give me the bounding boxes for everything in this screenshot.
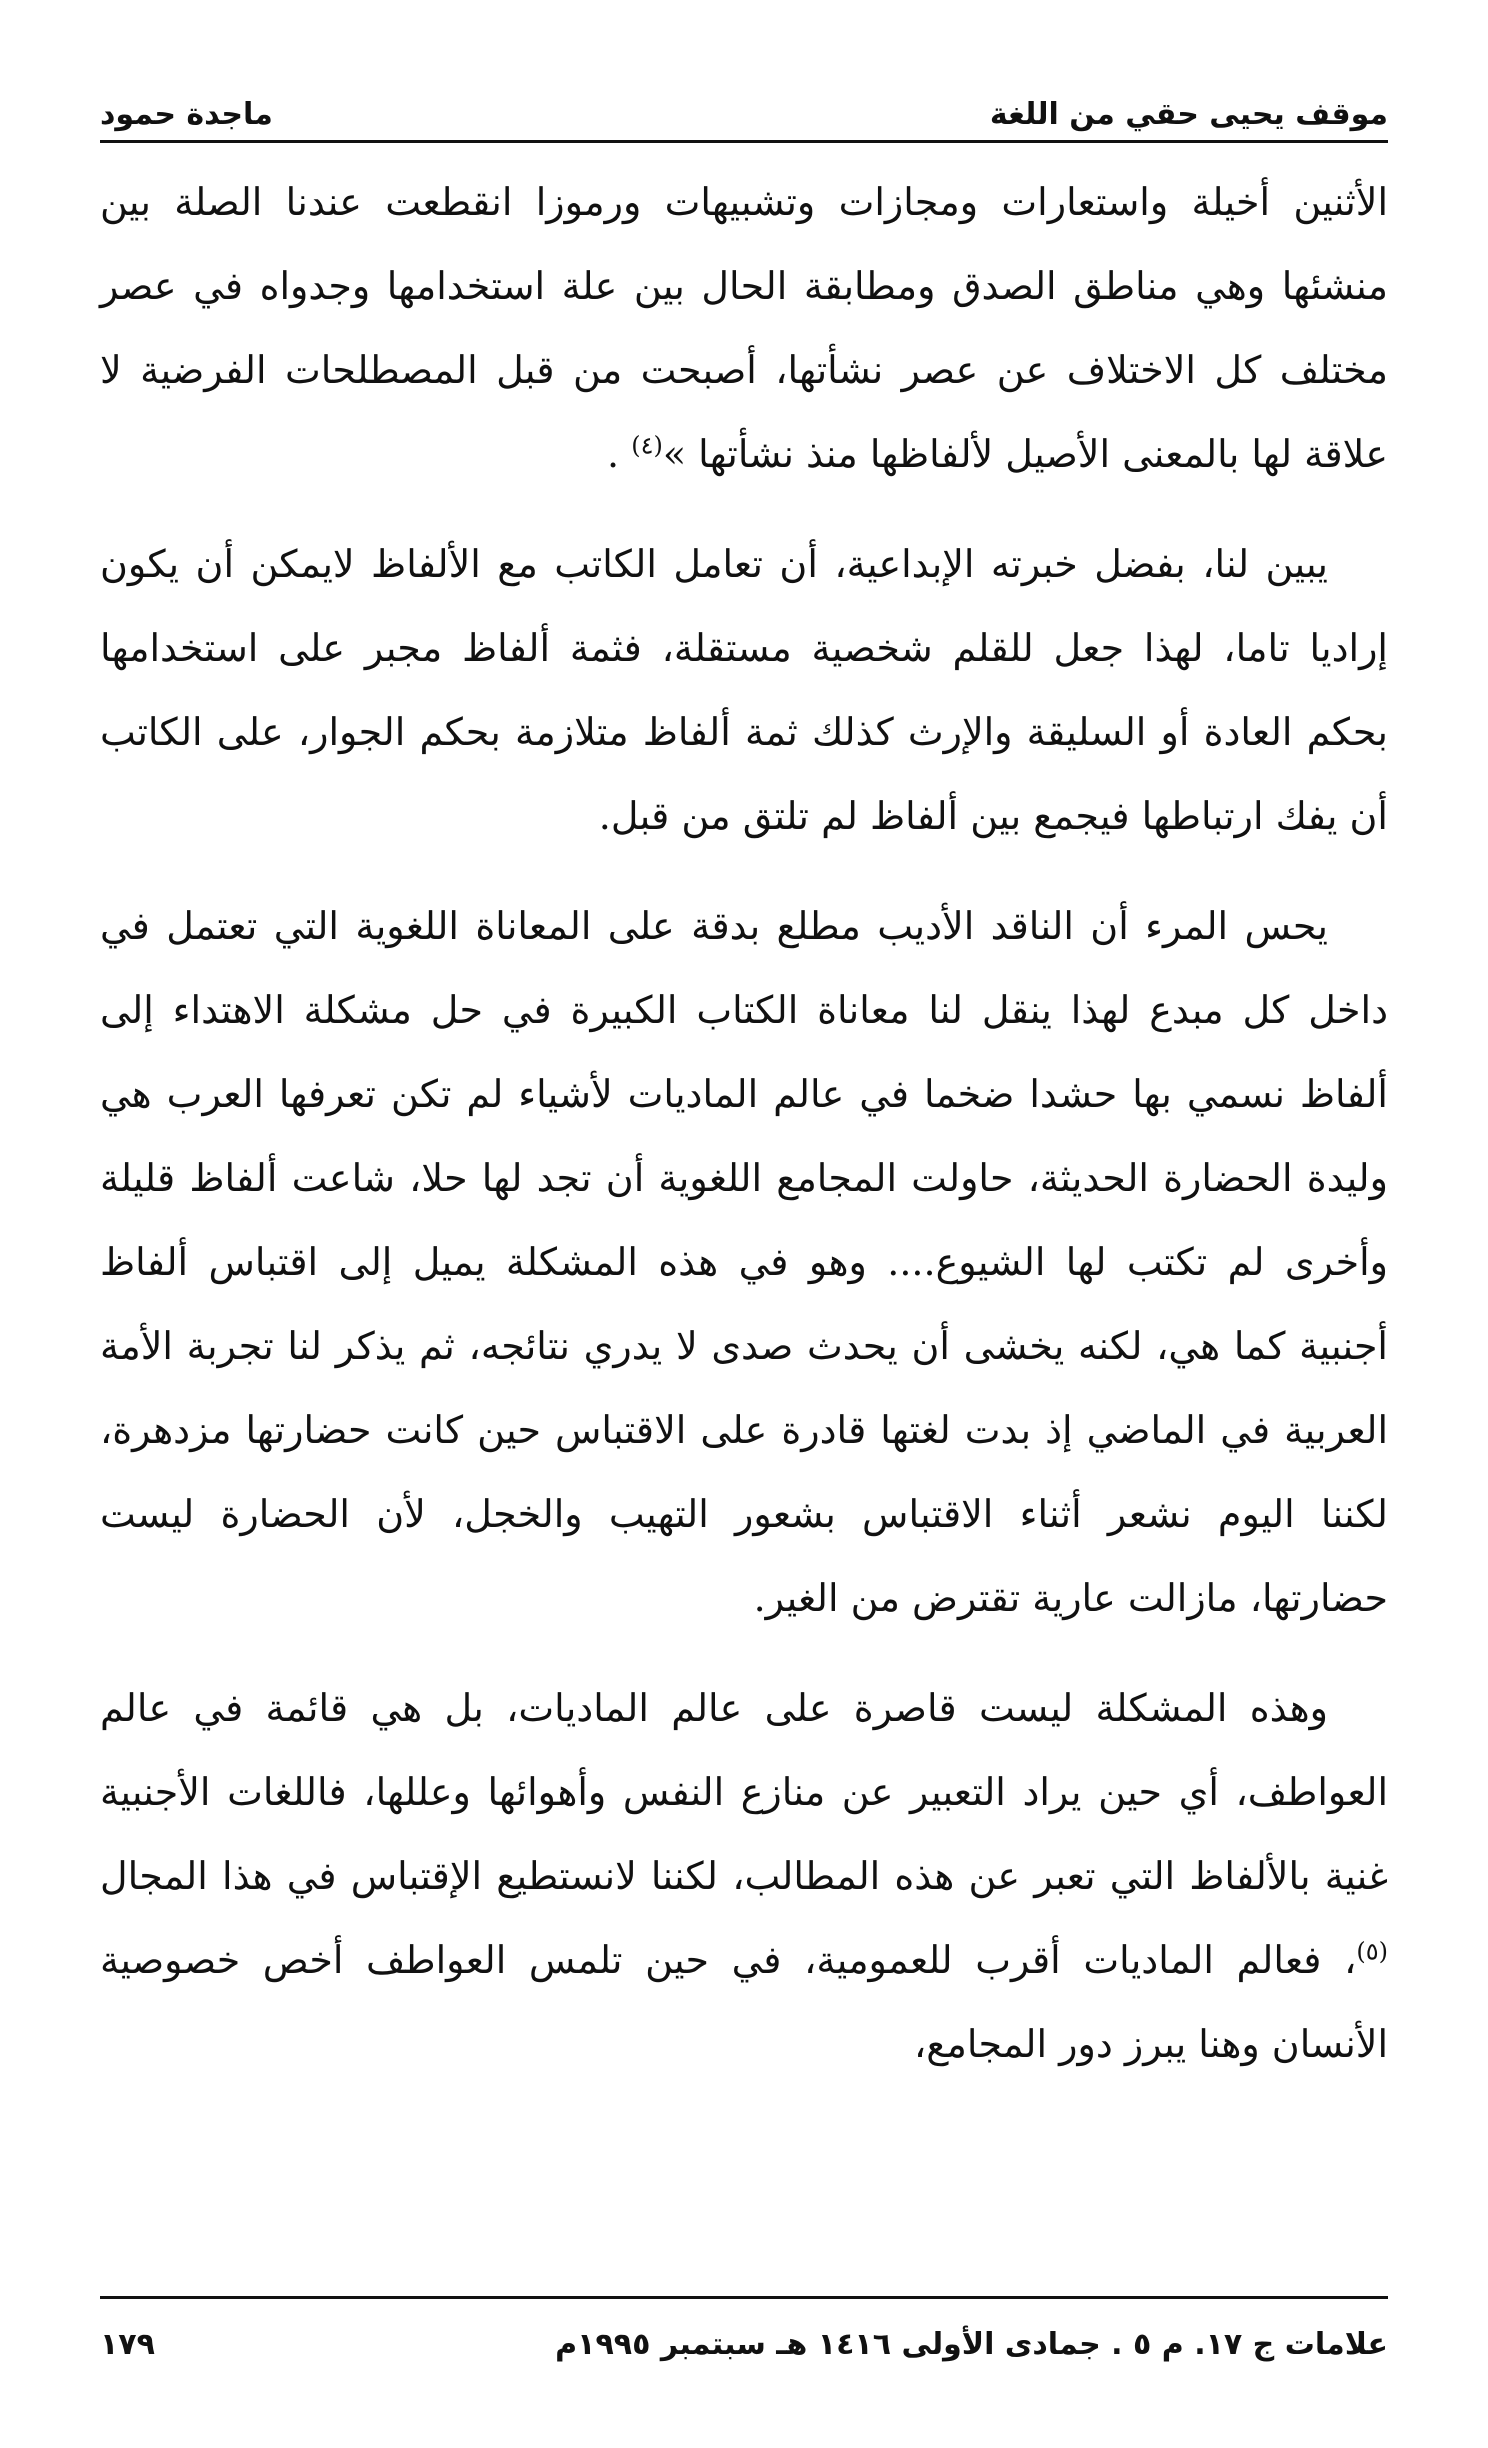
footnote-ref-4: (٤) (631, 431, 663, 460)
paragraph-4-text: وهذه المشكلة ليست قاصرة على عالم الماديات، بل هي قائمة في عالم العواطف، أي حين يراد التعبير عن منازع النفس وأهوائها وعللها، فاللغات الأجنبية غنية بالألفاظ التي تعبر عن هذه المطالب، لكننا لانستطيع الإقتباس في هذا المجال (100, 1686, 1388, 1898)
paragraph-3 (100, 884, 1388, 1640)
paragraph-3-text: يحس المرء أن الناقد الأديب مطلع بدقة على المعاناة اللغوية التي تعتمل في داخل كل مبدع لهذا ينقل لنا معاناة الكتاب الكبيرة في حل مشكلة الاهتداء إلى ألفاظ نسمي بها حشدا ضخما في عالم الماديات لأشياء لم تكن تعرفها العرب هي وليدة الحضارة الحديثة، حاولت المجامع اللغوية أن تجد لها حلا، شاعت ألفاظ قليلة وأخرى لم تكتب لها الشيوع.... وهو في هذه المشكلة يميل إلى اقتباس ألفاظ أجنبية كما هي، لكنه يخشى أن يحدث صدى لا يدري نتائجه، ثم يذكر لنا تجربة الأمة العربية في الماضي إذ بدت لغتها قادرة على الاقتباس حين كانت حضارتها مزدهرة، لكننا اليوم نشعر أثناء الاقتباس بشعور التهيب والخجل، لأن الحضارة ليست حضارتها، مازالت عارية تقترض من الغير. (100, 904, 1388, 1620)
footnote-ref-5: (٥) (1356, 1937, 1388, 1966)
body-text (100, 160, 1388, 2112)
paragraph-1 (100, 160, 1388, 496)
paragraph-4 (100, 1666, 1388, 2086)
paragraph-2-text: يبين لنا، بفضل خبرته الإبداعية، أن تعامل الكاتب مع الألفاظ لايمكن أن يكون إراديا تاما، لهذا جعل للقلم شخصية مستقلة، فثمة ألفاظ مجبر على استخدامها بحكم العادة أو السليقة والإرث كذلك ثمة ألفاظ متلازمة بحكم الجوار، على الكاتب أن يفك ارتباطها فيجمع بين ألفاظ لم تلتق من قبل. (100, 542, 1388, 838)
page-number: ١٧٩ (100, 2326, 155, 2362)
header-author: ماجدة حمود (100, 97, 273, 132)
paragraph-1-end: . (607, 432, 620, 476)
running-footer (100, 2314, 1388, 2374)
header-rule (100, 140, 1388, 143)
footer-rule (100, 2296, 1388, 2299)
footer-journal-issue: علامات ج ١٧. م ٥ . جمادى الأولى ١٤١٦ هـ سبتمبر ١٩٩٥م (555, 2326, 1388, 2362)
paragraph-2 (100, 522, 1388, 858)
paragraph-1-text: الأثنين أخيلة واستعارات ومجازات وتشبيهات ورموزا انقطعت عندنا الصلة بين منشئها وهي مناطق الصدق ومطابقة الحال بين علة استخدامها وجدواه في عصر مختلف كل الاختلاف عن عصر نشأتها، أصبحت من قبل المصطلحات الفرضية لا علاقة لها بالمعنى الأصيل لألفاظها منذ نشأتها » (100, 180, 1388, 476)
header-article-title: موقف يحيى حقي من اللغة (989, 97, 1388, 132)
paragraph-4-end: ، فعالم الماديات أقرب للعمومية، في حين تلمس العواطف أخص خصوصية الأنسان وهنا يبرز دور المجامع، (100, 1938, 1388, 2066)
running-header (100, 72, 1388, 132)
